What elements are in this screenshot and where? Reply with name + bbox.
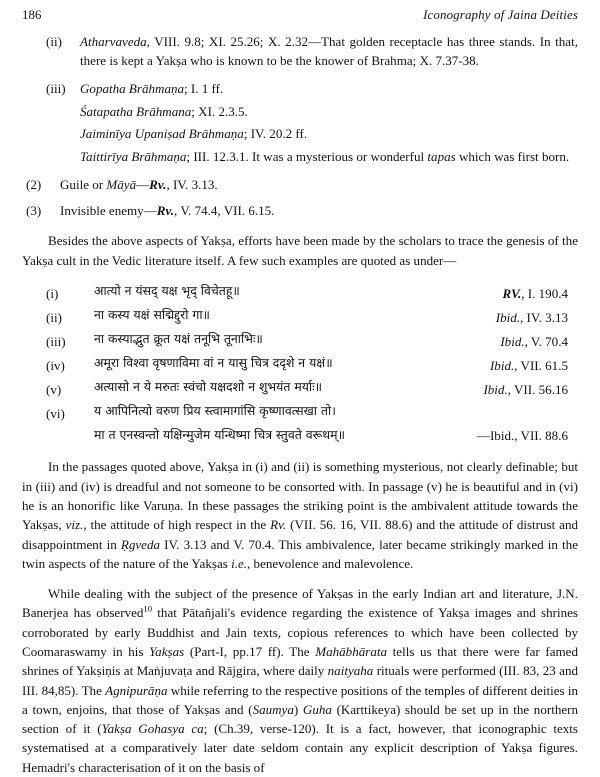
roman-item-label: (ii) bbox=[46, 34, 62, 49]
source-rv: Rv. bbox=[149, 177, 167, 193]
roman-item-text: Atharvaveda, VIII. 9.8; XI. 25.26; X. 2.32—That golden receptacle has three stands. In that, there is kept a Yakṣa who is known to be the knower of Brahma; X. 7.37-38. bbox=[80, 34, 578, 69]
para2-it2: Mahābhārata bbox=[315, 643, 387, 659]
roman-item bbox=[22, 32, 578, 70]
work-title: Taittirīya Brāhmaṇa bbox=[80, 148, 187, 164]
term-maya: Māyā bbox=[106, 177, 137, 193]
verse-sanskrit: आत्यो न यंसद् यक्ष भृद् विचेतहू॥ bbox=[94, 282, 240, 298]
citation-source: Ibid. bbox=[495, 309, 521, 325]
para2-seg4: tells us that there were far famed shrines of Yakṣiṇis at Maṅjuvaṭa and Rājgira, where daily bbox=[22, 643, 578, 679]
para2-seg2: that Pātañjali's evidence regarding the existence of Yakṣa images and shrines corroborated by early Buddhist and Jain texts, copious references to which have been collected by Coomaraswamy in his bbox=[22, 605, 578, 659]
para2-seg8: (Karttikeya) should be set up in the northern section of it ( bbox=[22, 701, 579, 737]
para2-seg1: While dealing with the subject of the presence of Yakṣas in the early Indian art and literature, J.N. Banerjea has observed bbox=[22, 586, 578, 621]
verse-citation bbox=[439, 304, 578, 328]
citation-line: Śatapatha Brāhmana; XI. 2.3.5. bbox=[80, 103, 248, 119]
verse-sanskrit: ना कस्याद्भुत क्रूत यक्षं तनूभि तूनाभिः॥ bbox=[94, 331, 263, 347]
para2-seg7: ) bbox=[293, 701, 303, 717]
para2-it4: Agnipurāṇa bbox=[105, 682, 168, 698]
citation-reference: , VII. 88.6 bbox=[514, 428, 568, 444]
para1-seg3: (VII. 56. 16, VII. 88.6) and the attitude of distrust and disappointment in bbox=[22, 517, 578, 552]
para1-it1: viz. bbox=[65, 517, 84, 533]
page-body bbox=[0, 32, 600, 777]
citation-source: Ibid. bbox=[489, 428, 515, 444]
verse-label: (iii) bbox=[46, 334, 66, 350]
citation-line: Jaiminīya Upaniṣad Brāhmaṇa; IV. 20.2 ff. bbox=[80, 126, 308, 142]
numbered-item bbox=[22, 201, 578, 220]
running-head bbox=[0, 0, 600, 23]
verse-sanskrit-line-2: मा त एनस्वन्तो यक्षिन्मुजेम यन्धिष्मा चित्र स्तुवते वरूथम्॥ bbox=[94, 427, 346, 443]
para1-seg5: , benevolence and malevolence. bbox=[247, 555, 414, 571]
para1-seg1: In the passages quoted above, Yakṣa in (i) and (ii) is something mysterious, not clearly definable; but in (iii) and (iv) is dreadful and not someone to be consorted with. In passage (v) he is beautiful and in (vi) he is an honorific like Varuṇa. In these passages the striking point is the ambivalent attitude towards the Yakṣas, bbox=[22, 459, 578, 533]
numbered-item-text: Guile or Māyā—Rv., IV. 3.13. bbox=[60, 177, 218, 193]
verse-row bbox=[22, 352, 578, 376]
citation-line: Gopatha Brāhmaṇa; I. 1 ff. bbox=[80, 81, 224, 97]
verse-label: (vi) bbox=[46, 406, 65, 422]
page-number: 186 bbox=[22, 8, 42, 22]
numbered-item-list bbox=[22, 175, 578, 220]
verse-sanskrit: अत्यासो न ये मरुतः स्वंचो यक्षदशो न शुभयंत मर्याः॥ bbox=[94, 379, 323, 395]
citation-reference: , VII. 61.5 bbox=[514, 358, 568, 374]
intro-paragraph: Besides the above aspects of Yakṣa, efforts have been made by the scholars to trace the genesis of the Yakṣa cult in the Vedic literature itself. A few such examples are quoted as under— bbox=[22, 233, 578, 268]
verse-citation bbox=[439, 352, 578, 376]
body-paragraph-1 bbox=[22, 457, 578, 573]
verse-label: (i) bbox=[46, 285, 59, 301]
roman-item-label: (iii) bbox=[46, 81, 66, 97]
verse-row bbox=[22, 376, 578, 400]
verse-label: (iv) bbox=[46, 358, 65, 374]
verse-row bbox=[22, 304, 578, 328]
citation-source: Ibid. bbox=[483, 382, 508, 398]
numbered-item-label: (2) bbox=[26, 177, 42, 193]
footnote-marker[interactable]: 10 bbox=[143, 604, 153, 615]
verse-citation bbox=[439, 376, 578, 400]
verse-row bbox=[22, 400, 578, 446]
para1-it4: i.e. bbox=[231, 555, 248, 571]
para1-it2: Rv. bbox=[270, 517, 287, 533]
verse-citation bbox=[439, 280, 578, 304]
numbered-item-label: (3) bbox=[26, 203, 42, 219]
verse-sanskrit: अमूरा विश्वा वृषणाविमा वां न यासु चित्र ददृशे न यक्षं॥ bbox=[94, 355, 333, 371]
body-paragraph-2 bbox=[22, 584, 578, 777]
work-title: Gopatha Brāhmaṇa bbox=[80, 81, 185, 97]
para1-seg2: , the attitude of high respect in the bbox=[83, 517, 271, 533]
work-title: Atharvaveda bbox=[80, 34, 147, 49]
numbered-item bbox=[22, 175, 578, 194]
citation-source: Ibid. bbox=[500, 334, 525, 350]
verse-label: (v) bbox=[46, 382, 62, 398]
verse-sanskrit bbox=[93, 400, 439, 446]
para2-seg3: (Part-I, pp.17 ff). The bbox=[184, 643, 316, 659]
para2-it7: Yakṣa Gohasya ca bbox=[101, 721, 204, 737]
citation-source: RV. bbox=[502, 285, 522, 301]
roman-item bbox=[22, 79, 578, 166]
para2-it6: Guha bbox=[302, 701, 332, 717]
roman-item-text bbox=[80, 79, 578, 166]
citation-line: Taittirīya Brāhmaṇa; III. 12.3.1. It was a mysterious or wonderful tapas which was first born. bbox=[80, 148, 570, 164]
para2-seg9: ; (Ch.39, verse-120). It is a fact, however, that iconographic texts systematised at a comparatively later date seldom contain any explicit description of Yakṣa figures. Hemadri's characterisation of it on the basis of bbox=[22, 721, 578, 775]
citation-prefix: — bbox=[476, 428, 490, 444]
citation-source: Ibid. bbox=[489, 358, 515, 374]
verse-citation-table bbox=[22, 280, 578, 446]
term-tapas: tapas bbox=[427, 148, 456, 164]
verse-sanskrit: ना कस्य यक्षं सद्मिद्दुरो गा॥ bbox=[94, 306, 210, 322]
book-title: Iconography of Jaina Deities bbox=[423, 8, 578, 22]
source-rv: Rv. bbox=[156, 203, 175, 219]
verse-sanskrit-line-1: य आपिनित्यो वरुण प्रिय स्त्वामागांसि कृष्णावत्सखा तो। bbox=[94, 403, 336, 419]
work-title: Jaiminīya Upaniṣad Brāhmaṇa bbox=[80, 126, 244, 142]
work-title: Śatapatha Brāhmana bbox=[80, 103, 192, 119]
citation-reference: , V. 70.4 bbox=[524, 334, 568, 350]
verse-citation bbox=[439, 328, 578, 352]
verse-citation bbox=[439, 400, 578, 446]
citation-reference: , I. 190.4 bbox=[521, 285, 568, 301]
numbered-item-text: Invisible enemy—Rv., V. 74.4, VII. 6.15. bbox=[60, 203, 275, 219]
verse-row bbox=[22, 328, 578, 352]
para2-it3: naityaha bbox=[327, 663, 374, 679]
para1-seg4: IV. 3.13 and V. 70.4. This ambivalence, later became strikingly marked in the twin aspects of the nature of the Yakṣas bbox=[22, 536, 578, 571]
verse-row bbox=[22, 280, 578, 304]
para2-seg6: while referring to the respective positions of the temples of different deities in a town, enjoins, that those of Yakṣas and ( bbox=[22, 682, 578, 717]
para2-it1: Yakṣas bbox=[149, 643, 185, 659]
para2-seg5: rituals were performed (III. 83, 23 and III. 84,85). The bbox=[22, 663, 578, 698]
roman-item-list bbox=[22, 32, 578, 166]
verse-label: (ii) bbox=[46, 309, 62, 325]
para1-it3: Ṛgveda bbox=[120, 536, 160, 552]
para2-it5: Saumya bbox=[252, 701, 294, 717]
citation-reference: , VII. 56.16 bbox=[507, 382, 568, 398]
citation-reference: , IV. 3.13 bbox=[520, 309, 568, 325]
